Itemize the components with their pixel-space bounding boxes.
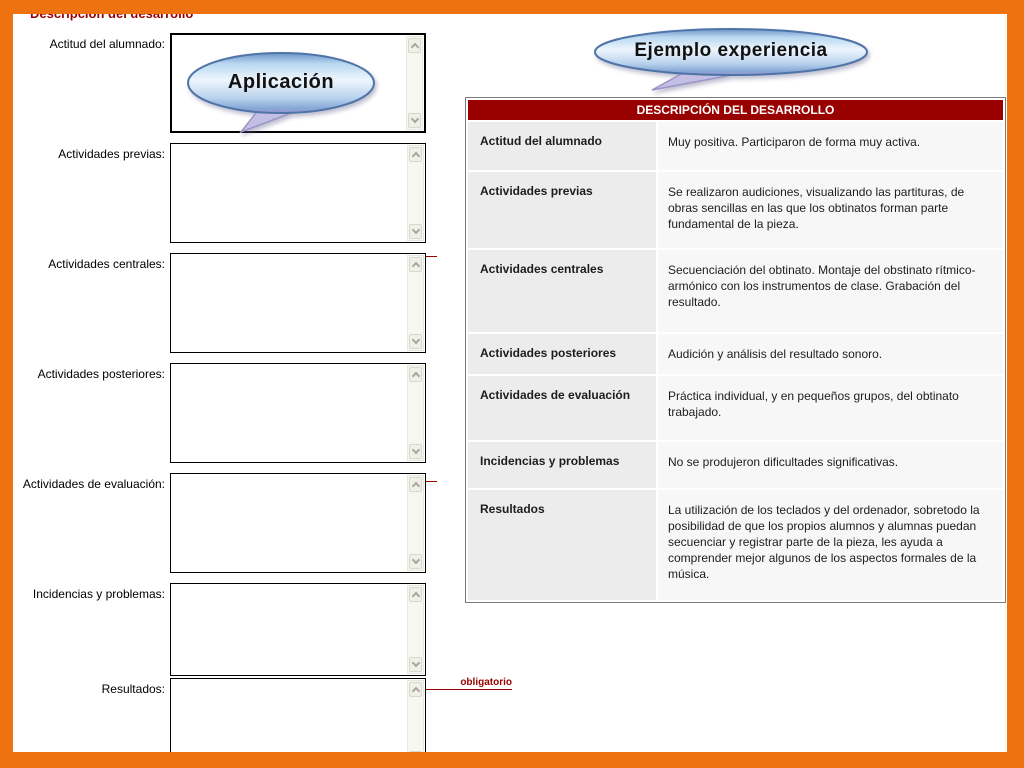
label-actividades-posteriores: Actividades posteriores: <box>37 367 165 381</box>
scrollbar-down-button[interactable] <box>409 657 422 672</box>
row-label: Actividades centrales <box>468 250 656 332</box>
ejemplo-bubble-text: Ejemplo experiencia <box>634 40 828 61</box>
marker-line-centrales <box>426 256 437 257</box>
row-label: Actividades previas <box>468 172 656 248</box>
scrollbar-up-button[interactable] <box>409 587 422 602</box>
row-value: Audición y análisis del resultado sonoro. <box>658 334 1003 374</box>
row-label: Incidencias y problemas <box>468 442 656 488</box>
scrollbar-down-button[interactable] <box>408 113 421 128</box>
row-label: Actividades posteriores <box>468 334 656 374</box>
row-label: Resultados <box>468 490 656 600</box>
aplicacion-speech-bubble <box>185 52 377 136</box>
scrollbar[interactable] <box>407 585 424 674</box>
scrollbar-up-button[interactable] <box>409 147 422 162</box>
row-value: Muy positiva. Participaron de forma muy activa. <box>658 122 1003 170</box>
example-table <box>465 97 1006 603</box>
chevron-down-icon <box>412 659 420 667</box>
label-actitud-del-alumnado: Actitud del alumnado: <box>49 37 165 51</box>
scrollbar[interactable] <box>407 145 424 241</box>
textarea-actividades-previas[interactable] <box>170 143 426 243</box>
obligatorio-label: obligatorio <box>460 677 512 688</box>
speech-bubble-icon <box>185 52 377 136</box>
table-row <box>468 334 1003 374</box>
table-row <box>468 172 1003 248</box>
row-label: Actitud del alumnado <box>468 122 656 170</box>
scrollbar[interactable] <box>407 255 424 351</box>
scrollbar-up-button[interactable] <box>408 38 421 53</box>
chevron-down-icon <box>412 446 420 454</box>
row-value: La utilización de los teclados y del ordenador, sobretodo la posibilidad de que los propios alumnos y alumnas puedan secuenciar y registrar parte de la pieza, les ayuda a comprender mejor algunos de los aspectos formales de la música. <box>658 490 1003 600</box>
chevron-down-icon <box>412 226 420 234</box>
scrollbar-up-button[interactable] <box>409 257 422 272</box>
chevron-up-icon <box>412 372 420 380</box>
label-actividades-centrales: Actividades centrales: <box>48 257 165 271</box>
window-frame-bottom <box>0 752 1024 768</box>
scrollbar-down-button[interactable] <box>409 554 422 569</box>
row-label: Actividades de evaluación <box>468 376 656 440</box>
window-frame-right <box>1007 0 1024 768</box>
table-row <box>468 442 1003 488</box>
label-resultados: Resultados: <box>101 682 165 696</box>
textarea-actividades-posteriores[interactable] <box>170 363 426 463</box>
chevron-down-icon <box>412 336 420 344</box>
table-row <box>468 376 1003 440</box>
row-value: Práctica individual, y en pequeños grupos, del obtinato trabajado. <box>658 376 1003 440</box>
scrollbar[interactable] <box>406 36 423 130</box>
ejemplo-speech-bubble <box>592 28 870 94</box>
textarea-actividades-centrales[interactable] <box>170 253 426 353</box>
chevron-up-icon <box>411 43 419 51</box>
table-row <box>468 490 1003 600</box>
chevron-down-icon <box>412 556 420 564</box>
row-value: Secuenciación del obtinato. Montaje del obstinato rítmico-armónico con los instrumentos de clase. Grabación del resultado. <box>658 250 1003 332</box>
row-value: No se produjeron dificultades significativas. <box>658 442 1003 488</box>
marker-line-obligatorio <box>426 689 512 690</box>
marker-line-evaluacion <box>426 481 437 482</box>
table-row <box>468 250 1003 332</box>
textarea-incidencias-problemas[interactable] <box>170 583 426 676</box>
window-frame-top <box>0 0 1024 14</box>
label-actividades-previas: Actividades previas: <box>58 147 165 161</box>
scrollbar-up-button[interactable] <box>409 477 422 492</box>
chevron-up-icon <box>412 262 420 270</box>
textarea-actividades-evaluacion[interactable] <box>170 473 426 573</box>
aplicacion-bubble-text: Aplicación <box>227 71 335 93</box>
chevron-up-icon <box>412 152 420 160</box>
chevron-up-icon <box>412 482 420 490</box>
row-value: Se realizaron audiciones, visualizando las partituras, de obras sencillas en las que los obtinatos forman parte fundamental de la pieza. <box>658 172 1003 248</box>
window-frame-left <box>0 0 13 768</box>
scrollbar-down-button[interactable] <box>409 224 422 239</box>
table-row <box>468 122 1003 170</box>
chevron-up-icon <box>412 592 420 600</box>
scrollbar-down-button[interactable] <box>409 334 422 349</box>
label-actividades-evaluacion: Actividades de evaluación: <box>22 477 165 491</box>
scrollbar[interactable] <box>407 365 424 461</box>
chevron-down-icon <box>411 115 419 123</box>
scrollbar-up-button[interactable] <box>409 367 422 382</box>
scrollbar[interactable] <box>407 475 424 571</box>
label-incidencias-problemas: Incidencias y problemas: <box>32 587 165 601</box>
example-table-header: DESCRIPCIÓN DEL DESARROLLO <box>468 100 1003 120</box>
scrollbar-down-button[interactable] <box>409 444 422 459</box>
chevron-up-icon <box>412 687 420 695</box>
